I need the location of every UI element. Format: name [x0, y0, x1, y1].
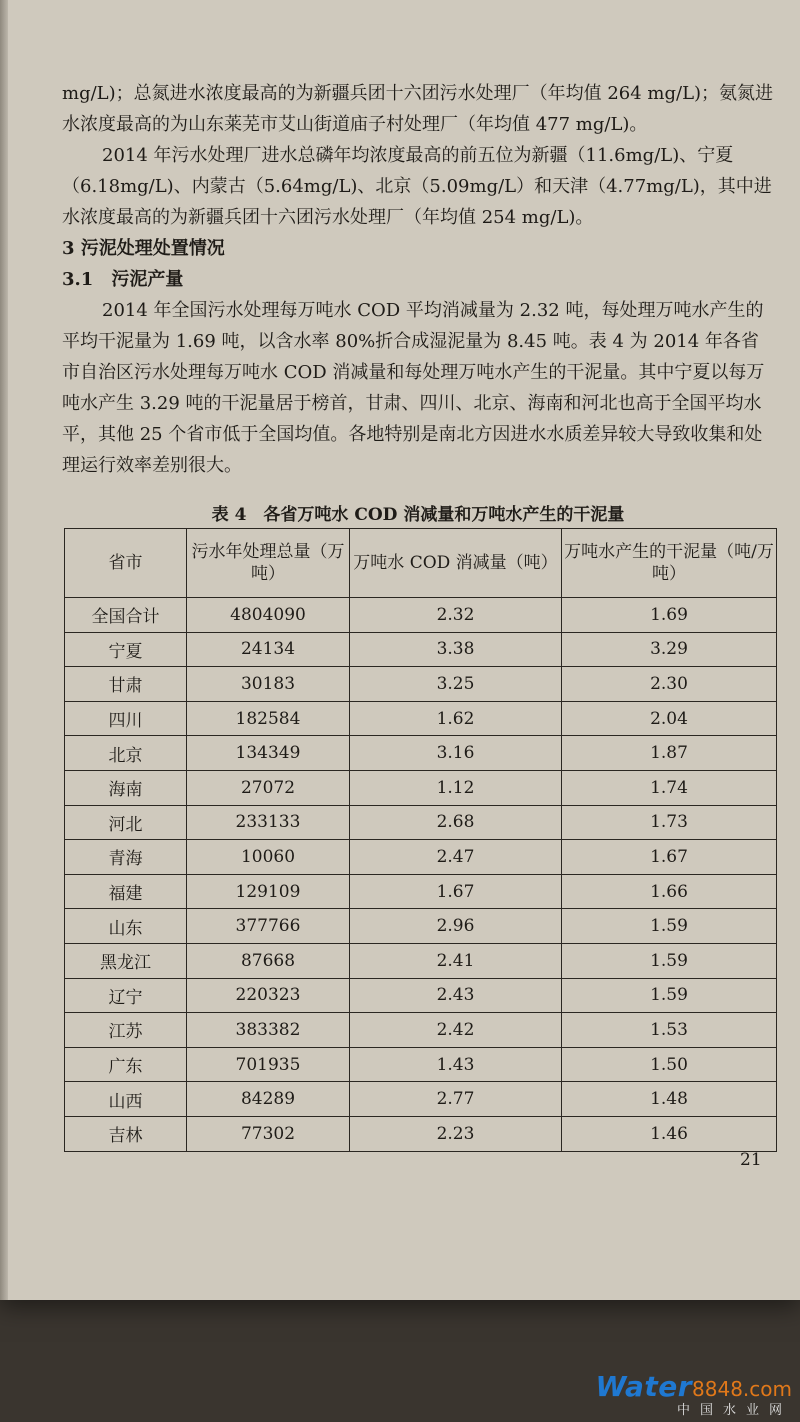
- table-row: [65, 736, 777, 771]
- cell-province: 吉林: [65, 1116, 187, 1151]
- header-annual-volume: 污水年处理总量（万吨）: [187, 529, 350, 598]
- cell-annual-volume: 10060: [187, 840, 350, 875]
- header-cod-reduction: 万吨水 COD 消减量（吨）: [350, 529, 562, 598]
- table-row: [65, 770, 777, 805]
- cell-cod-reduction: 2.23: [350, 1116, 562, 1151]
- cell-annual-volume: 4804090: [187, 598, 350, 633]
- cell-province: 辽宁: [65, 978, 187, 1013]
- cell-dry-sludge: 1.59: [562, 978, 777, 1013]
- paragraph-3: 2014 年全国污水处理每万吨水 COD 平均消减量为 2.32 吨，每处理万吨水产生的平均干泥量为 1.69 吨，以含水率 80%折合成湿泥量为 8.45 吨。表 4 为 2014 年各省市自治区污水处理每万吨水 COD 消减量和每处理万吨水产生的干泥量。其中宁夏以每万吨水产生 3.29 吨的干泥量居于榜首，甘肃、四川、北京、海南和河北也高于全国平均水平，其他 25 个省市低于全国均值。各地特别是南北方因进水水质差异较大导致收集和处理运行效率差别很大。: [62, 300, 765, 476]
- body-text: [62, 78, 774, 481]
- paragraph-2: 2014 年污水处理厂进水总磷年均浓度最高的前五位为新疆（11.6mg/L)、宁夏（6.18mg/L)、内蒙古（5.64mg/L)、北京（5.09mg/L）和天津（4.77mg/L)，其中进水浓度最高的为新疆兵团十六团污水处理厂（年均值 254 mg/L)。: [62, 145, 772, 228]
- header-province: 省市: [65, 529, 187, 598]
- cell-province: 福建: [65, 874, 187, 909]
- data-table: [64, 528, 777, 1152]
- table-row: [65, 943, 777, 978]
- cell-cod-reduction: 2.32: [350, 598, 562, 633]
- table-row: [65, 909, 777, 944]
- table-row: [65, 978, 777, 1013]
- table-row: [65, 1013, 777, 1048]
- table-row: [65, 874, 777, 909]
- cell-dry-sludge: 1.87: [562, 736, 777, 771]
- cell-province: 甘肃: [65, 667, 187, 702]
- table-row: [65, 598, 777, 633]
- cell-cod-reduction: 1.43: [350, 1047, 562, 1082]
- cell-dry-sludge: 2.04: [562, 701, 777, 736]
- cell-cod-reduction: 1.67: [350, 874, 562, 909]
- watermark-logo-domain: .com: [742, 1377, 792, 1401]
- cell-dry-sludge: 1.69: [562, 598, 777, 633]
- section-heading: 3 污泥处理处置情况: [62, 238, 225, 259]
- cell-cod-reduction: 2.41: [350, 943, 562, 978]
- paragraph-1: mg/L)；总氮进水浓度最高的为新疆兵团十六团污水处理厂（年均值 264 mg/L)；氨氮进水浓度最高的为山东莱芜市艾山街道庙子村处理厂（年均值 477 mg/L)。: [62, 83, 774, 135]
- cell-annual-volume: 84289: [187, 1082, 350, 1117]
- table-row: [65, 667, 777, 702]
- table-row: [65, 1047, 777, 1082]
- cell-province: 青海: [65, 840, 187, 875]
- cell-dry-sludge: 1.48: [562, 1082, 777, 1117]
- watermark-logo-text: Water: [595, 1370, 693, 1403]
- cell-province: 江苏: [65, 1013, 187, 1048]
- table-row: [65, 805, 777, 840]
- cell-cod-reduction: 3.38: [350, 632, 562, 667]
- page-number: 21: [740, 1150, 762, 1170]
- table-row: [65, 632, 777, 667]
- cell-annual-volume: 377766: [187, 909, 350, 944]
- cell-cod-reduction: 2.43: [350, 978, 562, 1013]
- cell-province: 宁夏: [65, 632, 187, 667]
- cell-province: 海南: [65, 770, 187, 805]
- cell-cod-reduction: 3.25: [350, 667, 562, 702]
- cell-dry-sludge: 1.67: [562, 840, 777, 875]
- watermark-logo-number: 8848: [692, 1377, 743, 1401]
- cell-province: 全国合计: [65, 598, 187, 633]
- cell-cod-reduction: 2.68: [350, 805, 562, 840]
- table-row: [65, 701, 777, 736]
- cell-annual-volume: 30183: [187, 667, 350, 702]
- cell-province: 北京: [65, 736, 187, 771]
- table-row: [65, 1116, 777, 1151]
- subsection-heading: 3.1 污泥产量: [62, 269, 184, 290]
- cell-cod-reduction: 1.12: [350, 770, 562, 805]
- cell-dry-sludge: 1.53: [562, 1013, 777, 1048]
- cell-annual-volume: 383382: [187, 1013, 350, 1048]
- cell-dry-sludge: 3.29: [562, 632, 777, 667]
- cell-province: 黑龙江: [65, 943, 187, 978]
- watermark-logo: [595, 1370, 792, 1418]
- header-dry-sludge: 万吨水产生的干泥量（吨/万吨）: [562, 529, 777, 598]
- cell-annual-volume: 233133: [187, 805, 350, 840]
- cell-annual-volume: 220323: [187, 978, 350, 1013]
- cell-cod-reduction: 2.96: [350, 909, 562, 944]
- table-header-row: [65, 529, 777, 598]
- table-row: [65, 840, 777, 875]
- cell-cod-reduction: 1.62: [350, 701, 562, 736]
- table-body: [65, 598, 777, 1152]
- cell-dry-sludge: 1.73: [562, 805, 777, 840]
- cell-annual-volume: 87668: [187, 943, 350, 978]
- watermark-subtitle: 中国水业网: [676, 1403, 792, 1418]
- cell-annual-volume: 24134: [187, 632, 350, 667]
- page-binding-edge: [0, 0, 8, 1300]
- table-row: [65, 1082, 777, 1117]
- cell-annual-volume: 129109: [187, 874, 350, 909]
- cell-cod-reduction: 2.47: [350, 840, 562, 875]
- cell-dry-sludge: 1.46: [562, 1116, 777, 1151]
- cell-province: 山东: [65, 909, 187, 944]
- cell-annual-volume: 27072: [187, 770, 350, 805]
- cell-dry-sludge: 1.50: [562, 1047, 777, 1082]
- cell-annual-volume: 701935: [187, 1047, 350, 1082]
- table-title: 表 4 各省万吨水 COD 消减量和万吨水产生的干泥量: [211, 505, 625, 525]
- cell-province: 广东: [65, 1047, 187, 1082]
- cell-annual-volume: 134349: [187, 736, 350, 771]
- cell-cod-reduction: 3.16: [350, 736, 562, 771]
- cell-dry-sludge: 1.74: [562, 770, 777, 805]
- cell-dry-sludge: 2.30: [562, 667, 777, 702]
- cell-province: 河北: [65, 805, 187, 840]
- cell-cod-reduction: 2.77: [350, 1082, 562, 1117]
- cell-annual-volume: 182584: [187, 701, 350, 736]
- cell-province: 四川: [65, 701, 187, 736]
- cell-dry-sludge: 1.59: [562, 943, 777, 978]
- cell-dry-sludge: 1.59: [562, 909, 777, 944]
- cell-dry-sludge: 1.66: [562, 874, 777, 909]
- cell-cod-reduction: 2.42: [350, 1013, 562, 1048]
- cell-annual-volume: 77302: [187, 1116, 350, 1151]
- cell-province: 山西: [65, 1082, 187, 1117]
